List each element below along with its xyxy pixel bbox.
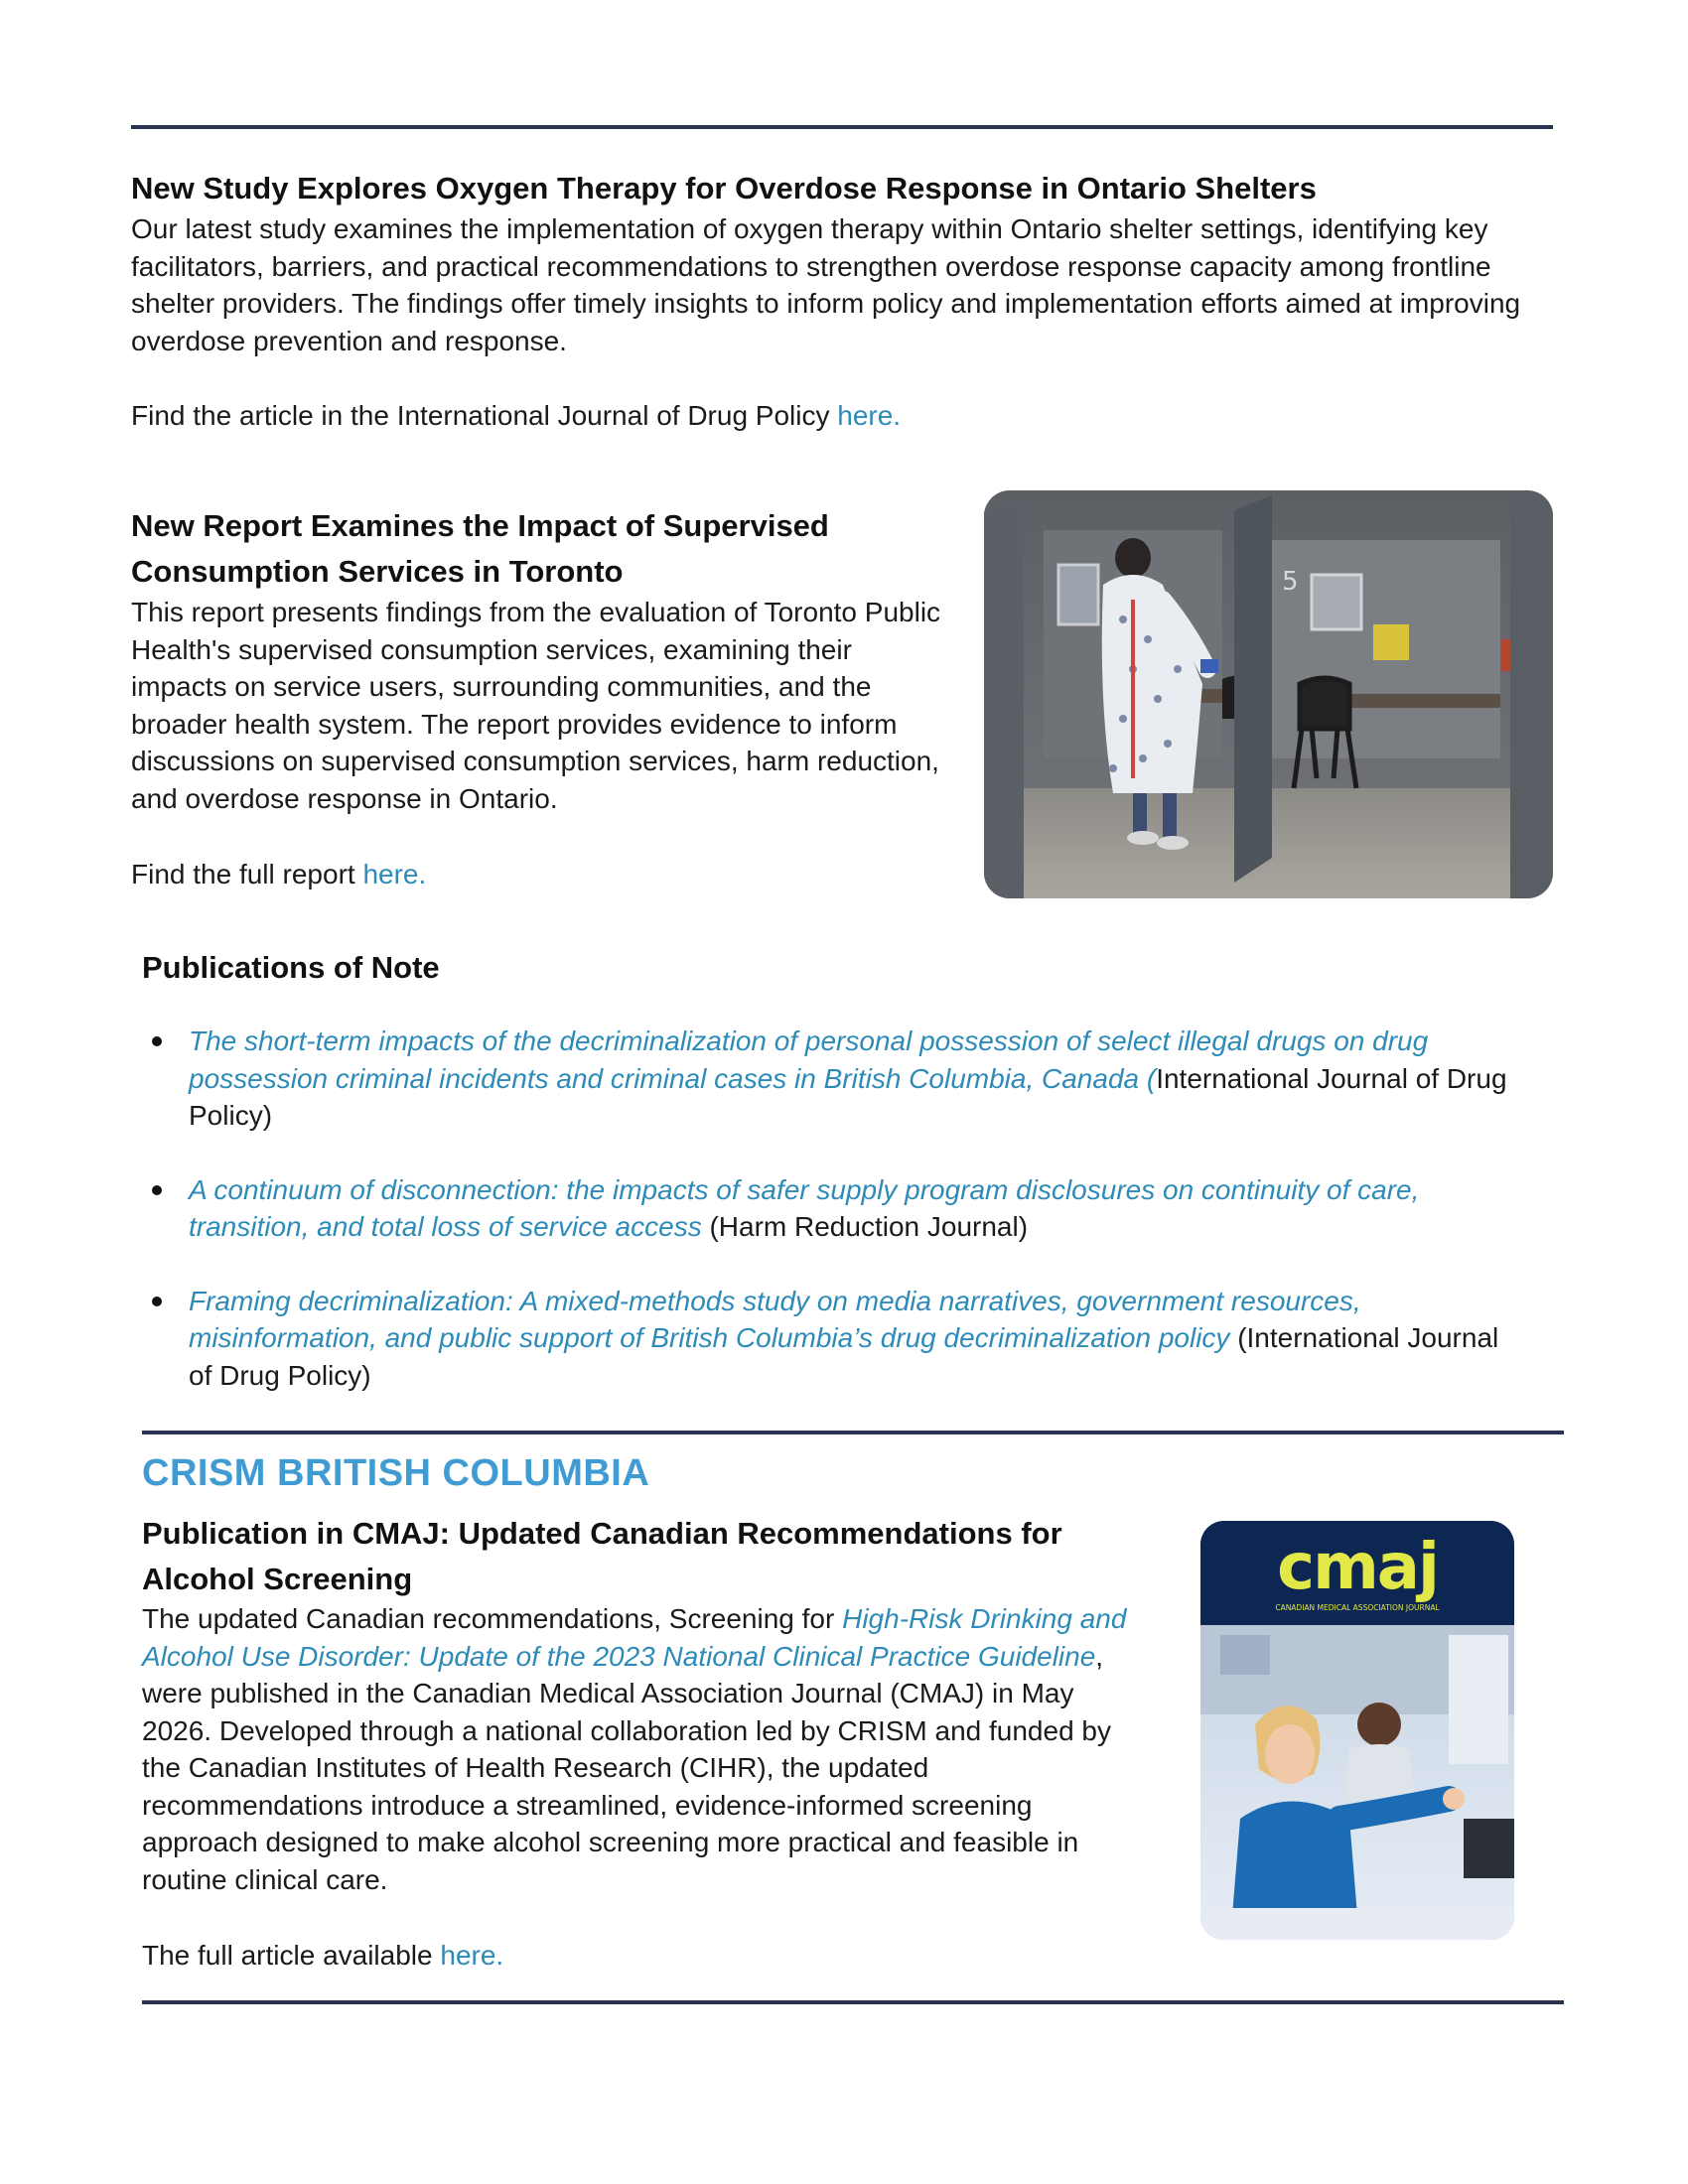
bullet-icon bbox=[152, 1036, 162, 1046]
oxygen-study-find bbox=[131, 397, 1521, 435]
cmaj-logo: cmaj bbox=[1277, 1531, 1438, 1604]
oxygen-study-link[interactable]: here. bbox=[837, 400, 902, 431]
publication-link[interactable]: Framing decriminalization: A mixed-methods study on media narratives, government resources, misinformation, and public support of British Columbia’s drug decriminalization policy bbox=[189, 1285, 1361, 1353]
publication-source: (Harm Reduction Journal) bbox=[701, 1211, 1029, 1242]
publication-link[interactable]: A continuum of disconnection: the impacts of safer supply program disclosures on continuity of care, transition, and total loss of service access bbox=[189, 1173, 1420, 1242]
bullet-icon bbox=[152, 1185, 162, 1195]
publication-source: (International Journal of Drug Policy) bbox=[189, 1322, 1499, 1391]
cmaj-find-text: The full article available bbox=[142, 1940, 441, 1971]
oxygen-study-title: New Study Explores Oxygen Therapy for Overdose Response in Ontario Shelters bbox=[131, 171, 1317, 205]
guideline-link[interactable]: High-Risk Drinking and Alcohol Use Disorder: Update of the 2023 National Clinical Practice Guideline bbox=[142, 1603, 1127, 1672]
list-item bbox=[142, 1283, 1507, 1395]
toronto-report-link[interactable]: here. bbox=[362, 859, 427, 889]
toronto-report-find bbox=[131, 856, 925, 893]
list-item bbox=[142, 1171, 1507, 1246]
cmaj-article-link[interactable]: here. bbox=[440, 1940, 504, 1971]
cmaj-cover-image bbox=[1200, 1521, 1514, 1940]
oxygen-study-body: Our latest study examines the implementation of oxygen therapy within Ontario shelter settings, identifying key facilitators, barriers, and practical recommendations to strengthen overdose response capacity among frontline shelter providers. The findings offer timely insights to inform policy and implementation efforts aimed at improving overdose prevention and response. bbox=[131, 213, 1521, 356]
booth-number: 5 bbox=[1282, 567, 1299, 597]
cmaj-publication-title: Publication in CMAJ: Updated Canadian Recommendations for Alcohol Screening bbox=[142, 1516, 1062, 1596]
cmaj-find bbox=[142, 1937, 1036, 1975]
cmaj-body-lead: The updated Canadian recommendations, Screening for bbox=[142, 1603, 843, 1634]
supervised-consumption-photo bbox=[984, 490, 1553, 898]
bottom-divider bbox=[142, 2000, 1564, 2004]
top-divider bbox=[131, 125, 1553, 129]
toronto-report-title: New Report Examines the Impact of Supervised Consumption Services in Toronto bbox=[131, 508, 829, 589]
list-item bbox=[142, 1023, 1507, 1135]
publication-source: International Journal of Drug Policy) bbox=[189, 1062, 1507, 1131]
cmaj-cover-subtitle: CANADIAN MEDICAL ASSOCIATION JOURNAL bbox=[1275, 1603, 1440, 1612]
section-title: CRISM BRITISH COLUMBIA bbox=[142, 1452, 650, 1494]
bullet-icon bbox=[152, 1297, 162, 1306]
oxygen-study-find-text: Find the article in the International Journal of Drug Policy bbox=[131, 400, 838, 431]
publications-heading: Publications of Note bbox=[142, 950, 440, 985]
cmaj-publication-body bbox=[142, 1600, 1145, 1898]
cmaj-body-rest: , were published in the Canadian Medical Association Journal (CMAJ) in May 2026. Developed through a national collaboration led by CRISM and funded by the Canadian Institutes of Health Research (CIHR), the updated recommendations introduce a streamlined, evidence-informed screening approach designed to make alcohol screening more practical and feasible in routine clinical care. bbox=[142, 1640, 1111, 1895]
toronto-report-find-text: Find the full report bbox=[131, 859, 363, 889]
publications-list bbox=[142, 1023, 1507, 1431]
section-divider bbox=[142, 1431, 1564, 1434]
toronto-report-body: This report presents findings from the evaluation of Toronto Public Health's supervised consumption services, examining their impacts on service users, surrounding communities, and the broader health system. The report provides evidence to inform discussions on supervised consumption services, harm reduction, and overdose response in Ontario. bbox=[131, 597, 941, 814]
publication-link[interactable]: The short-term impacts of the decriminalization of personal possession of select illegal drugs on drug possession criminal incidents and criminal cases in British Columbia, Canada ( bbox=[189, 1025, 1429, 1094]
